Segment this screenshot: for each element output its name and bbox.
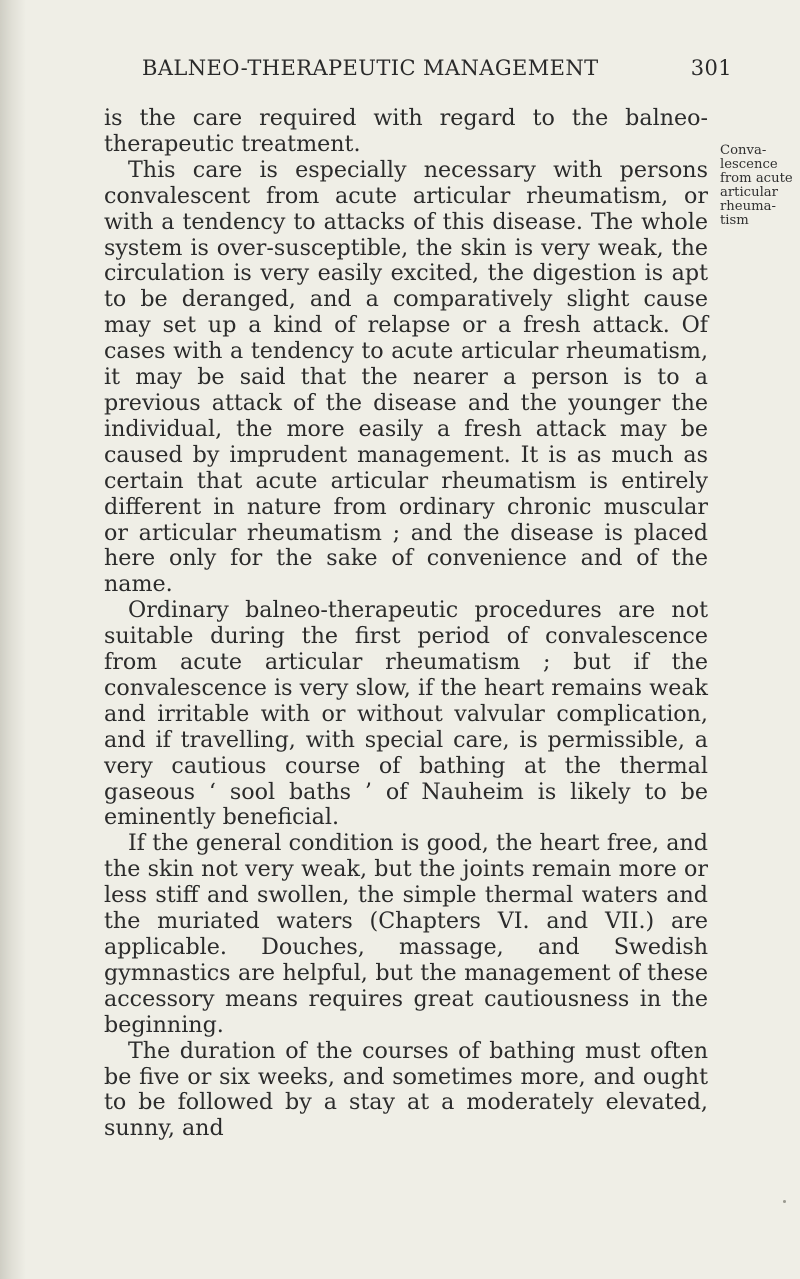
paragraph-duration: The duration of the courses of bathing must often be five or six weeks, and sometimes more, and ought to be followed by a stay at a moderately elevated, sunny, and xyxy=(104,1037,708,1142)
speck xyxy=(783,1200,786,1203)
paragraph-continuation: is the care required with regard to the balneo-therapeutic treatment. xyxy=(104,105,708,157)
margin-note-line: articular xyxy=(720,185,778,200)
margin-note-line: rheuma- xyxy=(720,199,776,214)
paragraph-general-condition: If the general condition is good, the heart free, and the skin not very weak, but the joints remain more or less stiff and swollen, the simple thermal waters and the muriated waters (Chapters VI. and VII.) are applicable. Douches, massage, and Swedish gymnastics are helpful, but the management of these accessory means requires great cautiousness in the beginning. xyxy=(104,830,708,1038)
running-title: BALNEO-THERAPEUTIC MANAGEMENT xyxy=(142,56,599,80)
margin-note-line: lescence xyxy=(720,157,778,172)
margin-note-line: Conva- xyxy=(720,143,767,158)
margin-note-line: from acute xyxy=(720,171,793,186)
paragraph-procedures: Ordinary balneo-therapeutic procedures are not suitable during the first period of convalescence from acute articular rheumatism ; but if the convalescence is very slow, if the heart remains weak and irritable with or without valvular complication, and if travelling, with special care, is permissible, a very cautious course of bathing at the thermal gaseous ‘ sool baths ’ of Nauheim is likely to be eminently beneficial. xyxy=(104,597,708,831)
body-text xyxy=(104,106,708,1142)
page-number: 301 xyxy=(690,56,732,80)
margin-note xyxy=(720,144,798,228)
binding-shadow xyxy=(0,0,26,1279)
margin-note-line: tism xyxy=(720,213,749,228)
paragraph-convalescence: This care is especially necessary with persons convalescent from acute articular rheumatism, or with a tendency to attacks of this disease. The whole system is over-susceptible, the skin is very weak, the circulation is very easily excited, the digestion is apt to be deranged, and a comparatively slight cause may set up a kind of relapse or a fresh attack. Of cases with a tendency to acute articular rheumatism, it may be said that the nearer a person is to a previous attack of the disease and the younger the individual, the more easily a fresh attack may be caused by imprudent management. It is as much as certain that acute articular rheumatism is entirely different in nature from ordinary chronic muscular or articular rheumatism ; and the disease is placed here only for the sake of convenience and of the name. xyxy=(104,156,708,598)
